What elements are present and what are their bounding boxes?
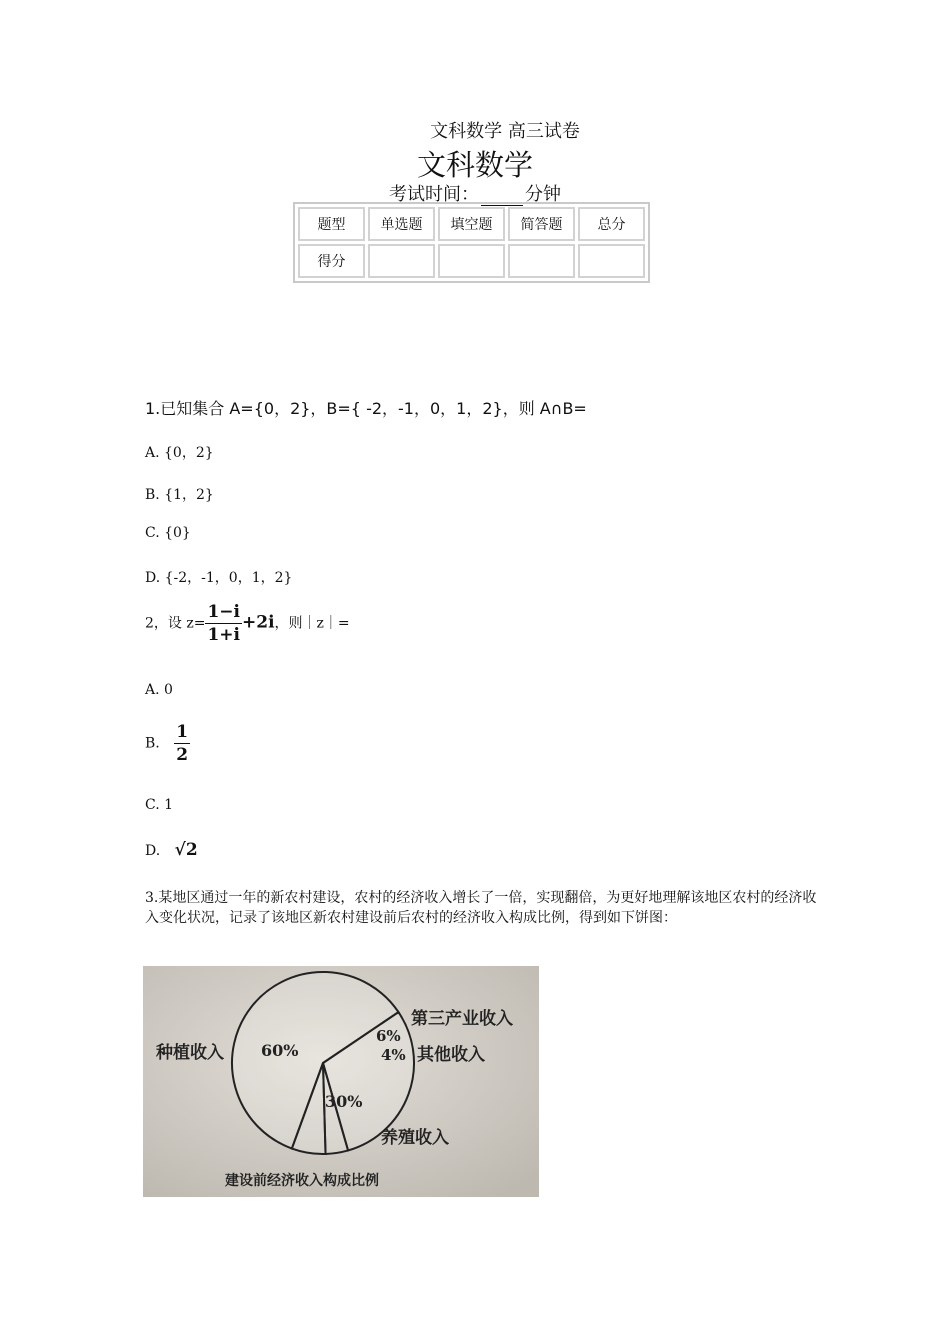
document-header: 文科数学 高三试卷 <box>430 121 580 142</box>
question-2-stem <box>145 602 350 645</box>
question-2-option-d[interactable] <box>145 840 198 860</box>
exam-time-unit: 分钟 <box>525 184 561 205</box>
pie-chart <box>143 966 539 1197</box>
pie-category-label: 其他收入 <box>417 1045 485 1065</box>
pie-value-label: 6% <box>376 1027 401 1045</box>
question-1-option-c[interactable]: C. {0} <box>145 525 191 541</box>
pie-chart-photo <box>143 966 539 1197</box>
option-b-fraction <box>174 722 190 765</box>
score-header-cell: 简答题 <box>508 207 575 241</box>
option-d-radical: √2 <box>174 840 198 860</box>
score-cell[interactable] <box>438 244 505 278</box>
pie-value-label: 60% <box>261 1041 299 1060</box>
pie-category-label: 种植收入 <box>156 1043 224 1063</box>
score-cell[interactable] <box>578 244 645 278</box>
question-1-option-b[interactable]: B. {1，2} <box>145 487 214 503</box>
fraction-numerator: 1 <box>176 722 189 742</box>
pie-category-label: 第三产业收入 <box>411 1009 513 1029</box>
score-header-cell: 总分 <box>578 207 645 241</box>
question-2-option-b[interactable] <box>145 722 190 765</box>
pie-value-label: 4% <box>381 1046 406 1064</box>
question-1-stem: 1.已知集合 A={0，2}，B={ -2，-1，0，1，2}，则 A∩B= <box>145 399 587 418</box>
score-table-header-row <box>298 207 645 241</box>
score-row-label: 得分 <box>298 244 365 278</box>
exam-time-label: 考试时间： <box>389 184 479 205</box>
score-table <box>293 202 650 283</box>
score-cell[interactable] <box>368 244 435 278</box>
page-title: 文科数学 <box>416 148 533 182</box>
question-2-plus-term: +2i <box>242 612 275 633</box>
question-3-stem: 3.某地区通过一年的新农村建设，农村的经济收入增长了一倍，实现翻倍，为更好地理解该地区农村的经济收入变化状况，记录了该地区新农村建设前后农村的经济收入构成比例，得到如下饼图： <box>145 890 817 926</box>
question-2-option-a[interactable]: A. 0 <box>145 682 173 698</box>
pie-category-label: 养殖收入 <box>381 1128 449 1148</box>
pie-value-label: 30% <box>325 1092 363 1111</box>
fraction-denominator: 1+i <box>207 625 240 645</box>
score-header-cell: 填空题 <box>438 207 505 241</box>
question-2-suffix: ，则｜z｜= <box>274 615 350 632</box>
score-cell[interactable] <box>508 244 575 278</box>
score-header-cell: 单选题 <box>368 207 435 241</box>
score-header-cell: 题型 <box>298 207 365 241</box>
pie-chart-title: 建设前经济收入构成比例 <box>225 1173 379 1189</box>
question-2-prefix: 2，设 z= <box>145 615 206 632</box>
question-2-fraction <box>205 602 242 645</box>
score-table-score-row <box>298 244 645 278</box>
question-1-option-a[interactable]: A. {0，2} <box>145 445 214 461</box>
option-b-letter: B. <box>145 735 160 752</box>
option-d-letter: D. <box>145 843 161 859</box>
question-2-option-c[interactable]: C. 1 <box>145 797 174 813</box>
fraction-numerator: 1−i <box>207 602 240 622</box>
fraction-denominator: 2 <box>176 745 189 765</box>
question-1-option-d[interactable]: D. {-2，-1，0，1，2} <box>145 570 293 586</box>
